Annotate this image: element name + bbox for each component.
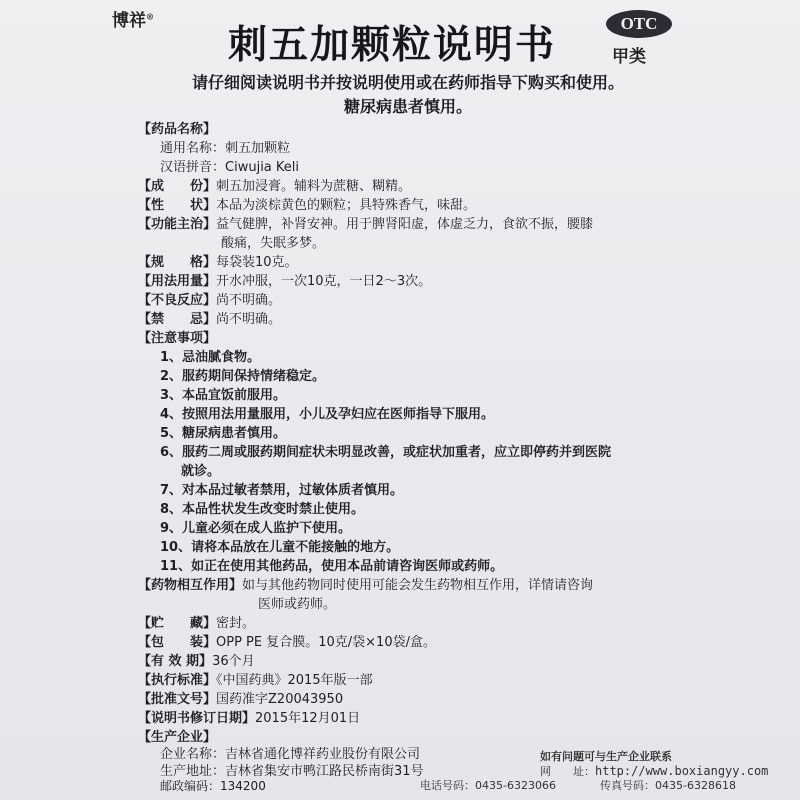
interaction-continuation: 医师或药师。 [258,597,337,612]
storage-row: 【贮 藏】密封。 [138,616,256,631]
adverse-row: 【不良反应】尚不明确。 [138,293,282,308]
precaution-item: 9、儿童必须在成人监护下使用。 [160,521,352,536]
standard-row: 【执行标准】《中国药典》2015年版一部 [138,673,373,688]
precaution-item: 5、糖尿病患者慎用。 [160,426,287,441]
contraindication-row: 【禁 忌】尚不明确。 [138,312,282,327]
section-heading-precautions: 【注意事项】 [138,331,217,346]
precaution-item: 7、对本品过敏者禁用，过敏体质者慎用。 [160,483,404,498]
precaution-item: 3、本品宜饭前服用。 [160,388,287,403]
spec-row: 【规 格】每袋装10克。 [138,255,298,270]
package-row: 【包 装】OPP PE 复合膜。10克/袋×10袋/盒。 [138,635,436,650]
contact-note: 如有问题可与生产企业联系 [540,750,672,763]
precaution-item: 6、服药二周或服药期间症状未明显改善，或症状加重者，应立即停药并到医院 [160,445,612,460]
precaution-item: 11、如正在使用其他药品，使用本品前请咨询医师或药师。 [160,559,504,574]
pinyin-row: 汉语拼音：Ciwujia Keli [160,160,299,175]
manufacturer-web-row: 网 址：http://www.boxiangyy.com [540,764,769,778]
otc-badge: OTC [606,10,672,38]
page-title: 刺五加颗粒说明书 [228,22,557,68]
otc-class-label: 甲类 [612,47,646,67]
warning-line-1: 请仔细阅读说明书并按说明使用或在药师指导下购买和使用。 [191,73,624,92]
precaution-item: 10、请将本品放在儿童不能接触的地方。 [160,540,400,555]
validity-row: 【有 效 期】36个月 [138,654,255,669]
indications-row: 【功能主治】益气健脾，补肾安神。用于脾肾阳虚，体虚乏力，食欲不振，腰膝 [138,217,594,232]
manufacturer-fax-row: 传真号码：0435-6328618 [600,779,736,792]
character-row: 【性 状】本品为淡棕黄色的颗粒；具特殊香气，味甜。 [138,198,477,213]
manufacturer-zip-row: 邮政编码：134200 [160,779,266,793]
brand-logo: 博祥® [112,11,154,31]
precaution-item: 4、按照用法用量服用，小儿及孕妇应在医师指导下服用。 [160,407,495,422]
section-heading-manufacturer: 【生产企业】 [138,730,217,745]
warning-line-2: 糖尿病患者慎用。 [343,97,472,116]
usage-row: 【用法用量】开水冲服，一次10克，一日2～3次。 [138,274,432,289]
precaution-item: 8、本品性状发生改变时禁止使用。 [160,502,365,517]
ingredients-row: 【成 份】刺五加浸膏。辅料为蔗糖、糊精。 [138,179,412,194]
indications-continuation: 酸痛，失眠多梦。 [221,236,326,251]
manufacturer-phone-row: 电话号码：0435-6323066 [420,779,556,792]
section-heading-drug-name: 【药品名称】 [138,122,217,137]
precaution-item: 1、忌油腻食物。 [160,350,261,365]
approval-row: 【批准文号】国药准字Z20043950 [138,692,344,707]
manufacturer-address-row: 生产地址：吉林省集安市鸭江路民桥南街31号 [160,764,424,779]
precaution-item: 2、服药期间保持情绪稳定。 [160,369,326,384]
interaction-row: 【药物相互作用】如与其他药物同时使用可能会发生药物相互作用，详情请咨询 [138,578,594,593]
precaution-item-continuation: 就诊。 [181,464,221,479]
revision-date-row: 【说明书修订日期】2015年12月01日 [138,711,361,726]
manufacturer-name-row: 企业名称：吉林省通化博祥药业股份有限公司 [160,747,421,762]
common-name-row: 通用名称：刺五加颗粒 [160,141,291,156]
